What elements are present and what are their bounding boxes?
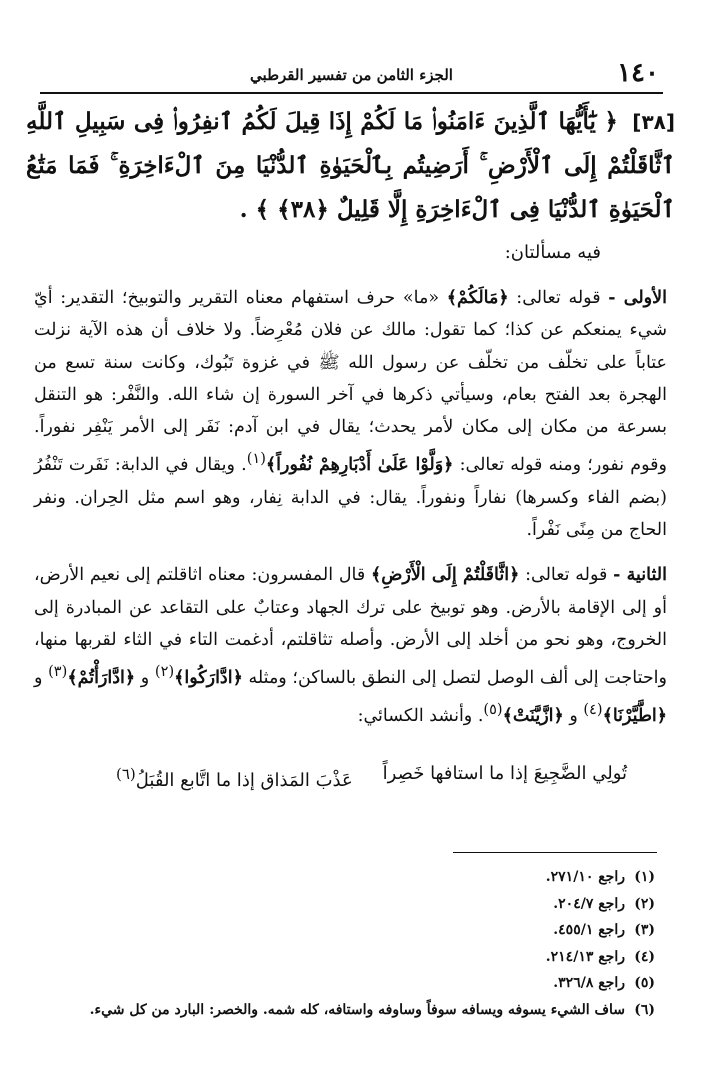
verse-text: ﴿ يَٰٓأَيُّهَا ٱلَّذِينَ ءَامَنُوا۟ مَا لَكُمْ إِذَا قِيلَ لَكُمُ ٱنفِرُوا۟ فِى سَبِيلِ ٱللَّهِ ٱثَّاقَلْتُمْ إِلَى ٱلْأَرْضِ ۚ أَرَضِيتُم بِٱلْحَيَوٰةِ ٱلدُّنْيَا مِنَ ٱلْءَاخِرَةِ ۚ فَمَا مَتَٰعُ ٱلْحَيَوٰةِ ٱلدُّنْيَا فِى ٱلْءَاخِرَةِ إِلَّا قَلِيلٌ ﴿٣٨﴾ ﴾ . bbox=[26, 108, 675, 223]
footnote bbox=[30, 970, 655, 997]
second-quote-3: ﴿اطَّيَّرْنَا﴾ bbox=[602, 706, 667, 727]
second-issue-paragraph bbox=[34, 559, 667, 732]
footnote-ref: (٢) bbox=[154, 663, 175, 681]
first-quote-b: ﴿وَلَّوْا عَلَىٰ أَدْبَارِهِمْ نُفُوراً﴾ bbox=[265, 455, 454, 476]
second-text-a: قوله تعالى: bbox=[519, 565, 614, 586]
quran-verse bbox=[26, 100, 675, 232]
footnote-text: راجع ٣٢٦/٨. bbox=[553, 975, 625, 991]
footnote bbox=[30, 891, 655, 918]
second-quote-1: ﴿ادَّارَكُوا﴾ bbox=[174, 667, 243, 688]
conjunction: و bbox=[34, 667, 49, 688]
second-text-c: . وأنشد الكسائي: bbox=[357, 706, 484, 727]
footnote-number: (٦) bbox=[634, 1001, 655, 1018]
footnote bbox=[30, 917, 655, 944]
footnote bbox=[30, 944, 655, 971]
second-quote-2: ﴿ادَّارَأْتُمْ﴾ bbox=[67, 667, 136, 688]
footnote-ref: (٤) bbox=[583, 701, 603, 719]
second-text-b: قال المفسرون: معناه اثاقلتم إلى نعيم الأرض، أو إلى الإقامة بالأرض. وهو توبيخ على ترك الجهاد وعتابٌ على التقاعد عن المبادرة إلى الخروج، وهو نحو من أخلد إلى الأرض. وأصله تثاقلتم، أدغمت التاء في الثاء لقربها منها، واحتاجت إلى ألف الوصل لتصل إلى النطق بالساكن؛ ومثله bbox=[34, 565, 667, 688]
verse-number: [٣٨] bbox=[632, 110, 675, 134]
footnote-text: راجع ٢١٤/١٣. bbox=[545, 948, 625, 965]
footnote-number: (٥) bbox=[634, 975, 655, 991]
footnote bbox=[30, 997, 655, 1024]
footnote-number: (٣) bbox=[634, 922, 655, 938]
first-issue-paragraph bbox=[34, 282, 667, 546]
conjunction: و bbox=[563, 706, 584, 727]
second-quote-a: ﴿اثَّاقَلْتُمْ إِلَى الْأَرْضِ﴾ bbox=[370, 565, 520, 586]
footnote-ref: (١) bbox=[246, 450, 266, 468]
second-issue-label: الثانية - bbox=[613, 565, 667, 586]
footnote-ref: (٣) bbox=[48, 663, 68, 681]
footnote-divider bbox=[453, 852, 657, 853]
intro-line: فيه مسألتان: bbox=[504, 242, 601, 263]
footnote-text: ساف الشيء يسوفه ويسافه سوفاً وساوفه واستافه، كله شمه. والخصر: البارد من كل شيء. bbox=[89, 1001, 625, 1018]
footnote-text: راجع ٤٥٥/١. bbox=[553, 922, 625, 938]
footnote-number: (٤) bbox=[634, 948, 655, 965]
first-quote-a: ﴿مَالَكُمْ﴾ bbox=[446, 288, 509, 308]
footnote-text: راجع ٢٠٤/٧. bbox=[553, 895, 625, 912]
poem-hemistich-1: تُولِي الضَّجِيعَ إذا ما استافها خَصِراً bbox=[382, 763, 627, 784]
page-header bbox=[40, 58, 663, 94]
commentary-body bbox=[34, 282, 667, 732]
poetry-verse bbox=[66, 757, 637, 791]
first-text-b: «ما» حرف استفهام معناه التقرير والتوبيخ؛ التقدير: أيّ شيء يمنعكم عن كذا؛ كما تقول: مالك عن فلان مُعْرِضاً. ولا خلاف أن هذه الآية نزلت عتاباً على تخلّف من تخلّف عن رسول الله ﷺ في غزوة تَبُوك، وكانت سنة تسع من الهجرة بعد الفتح بعام، وسيأتي ذكرها في آخر السورة إن شاء الله. والنَّفْر: هو التنقل بسرعة من مكان إلى مكان لأمر يحدث؛ يقال في ابن آدم: نَفَر إلى الأمر يَنْفِر نفوراً. وقوم نفور؛ ومنه قوله تعالى: bbox=[34, 288, 667, 476]
footnote-ref: (٦) bbox=[116, 765, 136, 783]
poem-hemistich-2 bbox=[116, 757, 353, 798]
page-number: ١٤٠ bbox=[617, 58, 659, 88]
footnote-text: راجع ٢٧١/١٠. bbox=[545, 869, 625, 885]
footnote-number: (٢) bbox=[634, 895, 655, 912]
footnote bbox=[30, 864, 655, 891]
first-text-a: قوله تعالى: bbox=[508, 288, 609, 308]
first-text-c: . ويقال في الدابة: نَفَرت تَنْفُرُ (بضم الفاء وكسرها) نفاراً ونفوراً. يقال: في الدابة نِفار، وهو اسم مثل الحِران. ونفر الحاج من مِنًى نَفْراً. bbox=[34, 455, 667, 540]
second-quote-4: ﴿ازَّيَّنَتْ﴾ bbox=[502, 706, 564, 727]
footnote-ref: (٥) bbox=[483, 701, 503, 719]
conjunction: و bbox=[135, 667, 155, 688]
first-issue-label: الأولى - bbox=[608, 288, 667, 308]
footnotes bbox=[30, 864, 655, 1023]
poem-hemistich-2-text: عَذْبَ المَذاق إذا ما اتَّابع القُبَلُ bbox=[135, 770, 353, 791]
footnote-number: (١) bbox=[634, 869, 655, 885]
running-title: الجزء الثامن من تفسير القرطبي bbox=[250, 66, 453, 84]
